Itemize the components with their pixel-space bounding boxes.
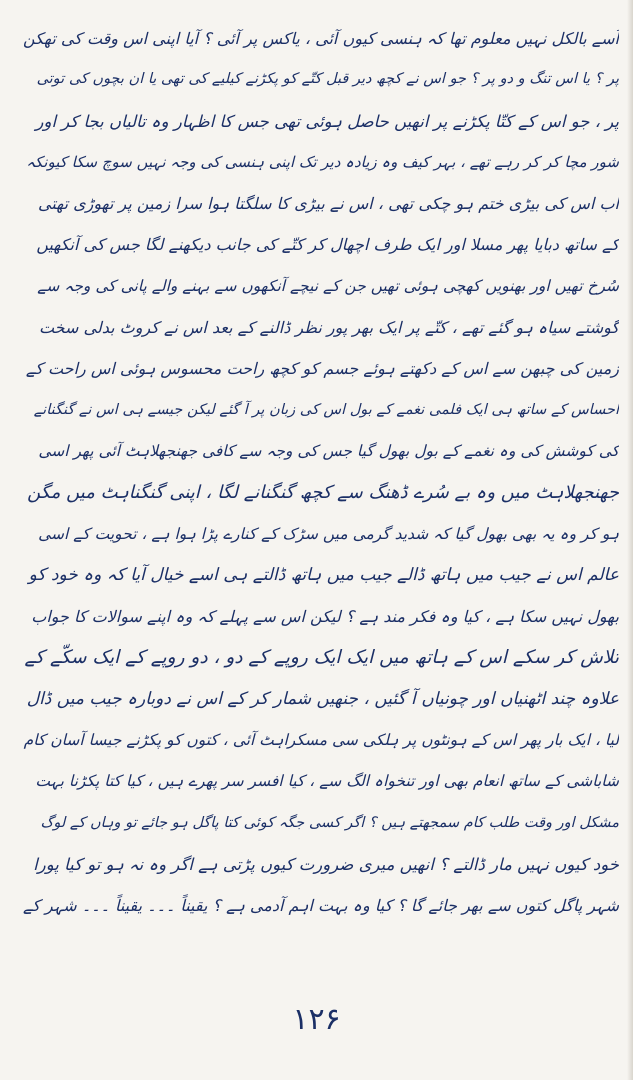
text-line: خود کیوں نہیں مار ڈالتے ؟ انھیں میری ضرورت کیوں پڑتی ہے اگر وہ نہ ہو تو کیا پورا: [33, 854, 619, 874]
text-line: زمین کی چبھن سے اس کے دکھتے ہوئے جسم کو کچھ راحت محسوس ہوئی اس راحت کے: [25, 359, 619, 379]
text-line: ہو کر وہ یہ بھی بھول گیا کہ شدید گرمی میں سڑک کے کنارے پڑا ہوا ہے ، تحویت کے اسی: [38, 524, 619, 543]
text-line: اب اس کی بیڑی ختم ہو چکی تھی ، اس نے بیڑی کا سلگتا ہوا سرا زمین پر تھوڑی تھتی: [38, 194, 619, 214]
text-line: گوشتے سیاہ ہو گئے تھے ، کتّے پر ایک بھر پور نظر ڈالنے کے بعد اس نے کروٹ بدلی سخت: [38, 318, 619, 338]
text-line: لیا ، ایک بار پھر اس کے ہونٹوں پر ہلکی سی مسکراہٹ آئی ، کتوں کو پکڑنے جیسا آسان کام: [23, 731, 619, 750]
text-line: پر ، جو اس کے کتّا پکڑنے پر انھیں حاصل ہوئی تھی جس کا اظہار وہ تالیاں بجا کر اور: [35, 111, 619, 131]
text-line: کے ساتھ دبایا پھر مسلا اور ایک طرف اچھال کر کتّے کی جانب دیکھنے لگا جس کی آنکھیں: [36, 235, 619, 255]
text-line: عالم اس نے جیب میں ہاتھ ڈالے جیب میں ہاتھ ڈالتے ہی اسے خیال آیا کہ وہ خود کو: [28, 564, 619, 585]
text-line: جھنجھلاہٹ میں وہ بے سُرے ڈھنگ سے کچھ گنگنانے لگا ، اپنی گنگناہٹ میں مگن: [27, 482, 619, 504]
text-line: شہر پاگل کتوں سے بھر جائے گا ؟ کیا وہ بہت اہم آدمی ہے ؟ یقیناً ۔۔۔ یقیناً ۔۔۔ شہر کے: [22, 896, 619, 916]
text-line: تلاش کر سکے اس کے ہاتھ میں ایک ایک روپے کے دو ، دو روپے کے ایک سکّے کے: [24, 647, 619, 669]
text-line: کی کوشش کی وہ نغمے کے بول بھول گیا جس کی وجہ سے کافی جھنجھلاہٹ آئی پھر اسی: [38, 441, 619, 460]
text-line: مشکل اور وقت طلب کام سمجھتے ہیں ؟ اگر کسی جگہ کوئی کتا پاگل ہو جائے تو وہاں کے لوگ: [40, 814, 619, 831]
text-line: شور مچا کر کر رہے تھے ، بہر کیف وہ زیادہ دیر تک اپنی ہنسی کی وجہ نہیں سوچ سکا کیونکہ: [26, 152, 619, 171]
text-line: سُرخ تھیں اور بھنویں کھچی ہوئی تھیں جن کے نیچے آنکھوں سے بہنے والے پانی کی وجہ سے: [37, 276, 619, 295]
text-line: احساس کے ساتھ ہی ایک فلمی نغمے کے بول اس کی زبان پر آ گئے لیکن جیسے ہی اس نے گنگنانے: [33, 401, 619, 418]
page-edge-shadow: [627, 0, 633, 1080]
text-line: شاباشی کے ساتھ انعام بھی اور تنخواہ الگ سے ، کیا افسر سر پھرے ہیں ، کیا کتا پکڑنا بہت: [35, 772, 619, 791]
text-line: علاوہ چند اٹھنیاں اور چونیاں آ گئیں ، جنھیں شمار کر کے اس نے دوبارہ جیب میں ڈال: [26, 688, 619, 709]
text-line: اُسے بالکل نہیں معلوم تھا کہ ہنسی کیوں آئی ، یاکس پر آئی ؟ آیا اپنی اس وقت کی تھکن: [22, 29, 619, 48]
text-line: پر ؟ یا اس تنگ و دو پر ؟ جو اس نے کچھ دیر قبل کتّے کو پکڑنے کیلیے کی تھی یا ان بچوں کی توتی: [36, 71, 619, 88]
page-number: ۱۲۶: [292, 1002, 341, 1037]
text-line: بھول نہیں سکا ہے ، کیا وہ فکر مند ہے ؟ لیکن اس سے پہلے کہ وہ اپنے سوالات کا جواب: [31, 607, 619, 627]
urdu-text-body: [22, 18, 619, 927]
